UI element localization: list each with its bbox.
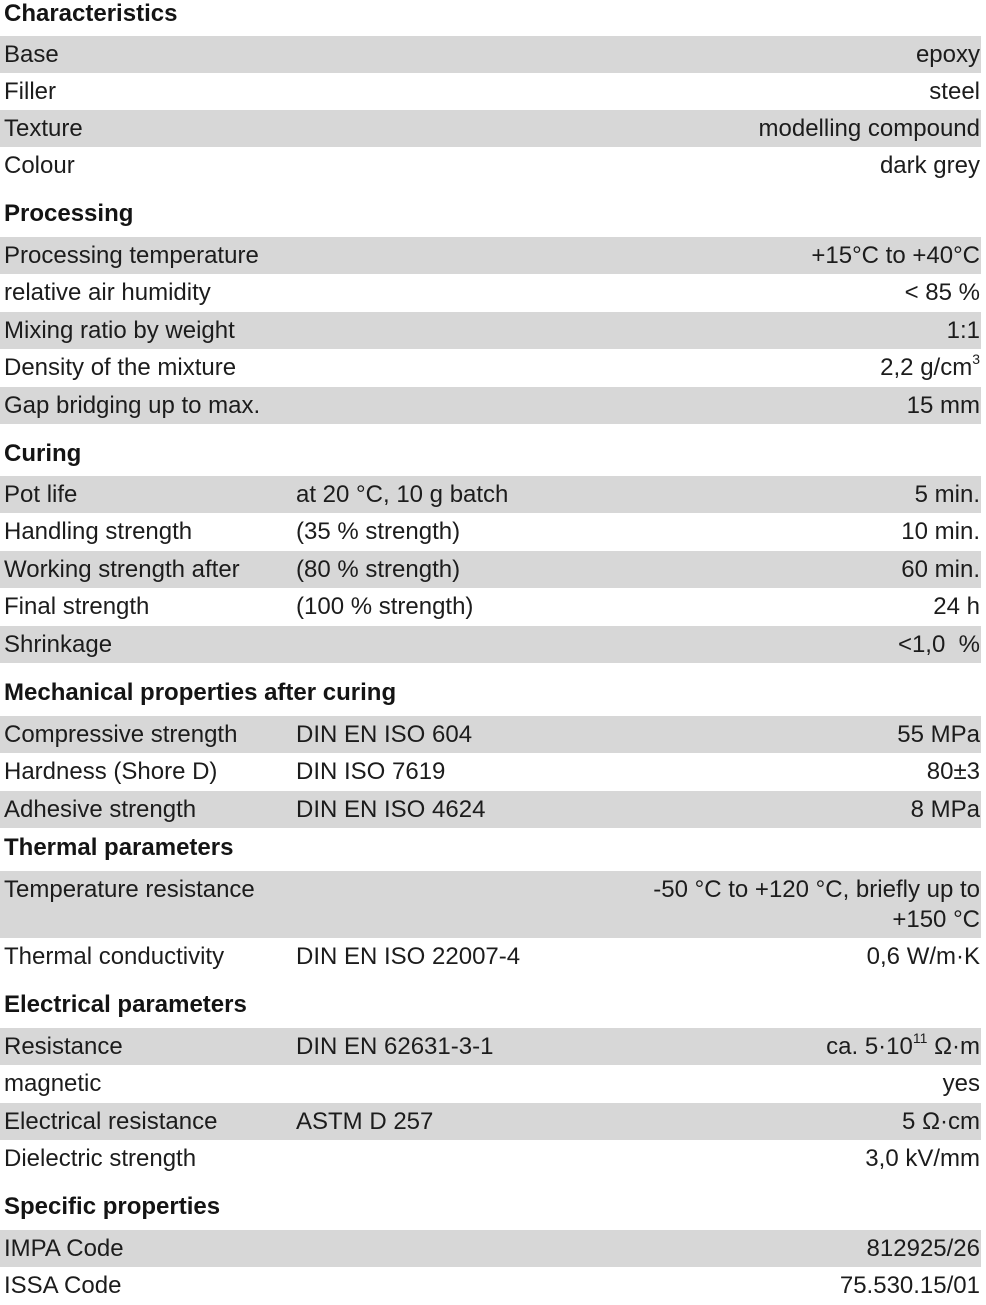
row-label: Colour (4, 152, 75, 179)
row-label: Base (4, 41, 59, 68)
table-row (0, 349, 981, 386)
row-label: Dielectric strength (4, 1145, 197, 1172)
table-row (0, 73, 981, 110)
row-value (826, 1028, 980, 1065)
table-row (0, 753, 981, 790)
row-label: Resistance (4, 1033, 123, 1060)
row-value: 10 min. (901, 518, 980, 545)
row-value: 75.530.15/01 (839, 1272, 980, 1299)
row-label: Final strength (4, 593, 150, 620)
row-condition: DIN EN ISO 4624 (296, 796, 486, 823)
row-label: Gap bridging up to max. (4, 392, 261, 419)
row-label: Handling strength (4, 518, 193, 545)
row-label: Working strength after (4, 556, 240, 583)
row-condition: ASTM D 257 (296, 1108, 434, 1135)
section-title-thermal: Thermal parameters (4, 834, 234, 861)
table-row (0, 1140, 981, 1177)
row-condition: DIN EN ISO 604 (296, 721, 473, 748)
row-value: epoxy (915, 41, 980, 68)
row-label: magnetic (4, 1070, 102, 1097)
table-row (0, 551, 981, 588)
table-row (0, 387, 981, 424)
row-condition: (100 % strength) (296, 593, 474, 620)
row-label: Filler (4, 78, 56, 105)
table-row (0, 312, 981, 349)
table-row (0, 513, 981, 550)
row-value: 24 h (933, 593, 980, 620)
row-label: Thermal conductivity (4, 943, 225, 970)
density-exponent: 3 (972, 351, 980, 367)
row-label: Compressive strength (4, 721, 238, 748)
section-title-electrical: Electrical parameters (4, 991, 247, 1018)
resistance-value: ca. 5·10 (826, 1033, 913, 1060)
table-row (0, 237, 981, 274)
table-row (0, 147, 981, 184)
row-condition: (35 % strength) (296, 518, 461, 545)
table-row (0, 1028, 981, 1065)
row-value: steel (929, 78, 980, 105)
row-value: < 85 % (904, 279, 980, 306)
density-value: 2,2 g/cm (880, 354, 973, 381)
row-value: dark grey (879, 152, 980, 179)
row-label: Hardness (Shore D) (4, 758, 218, 785)
resistance-exponent: 11 (912, 1030, 928, 1046)
table-row (0, 1267, 981, 1304)
temp-resistance-line-1: -50 °C to +120 °C, briefly up to (653, 876, 980, 903)
temp-resistance-line-2: +150 °C (892, 906, 980, 933)
table-row (0, 274, 981, 311)
row-value: 3,0 kV/mm (865, 1145, 980, 1172)
row-label: Temperature resistance (4, 876, 255, 903)
table-row (0, 626, 981, 663)
table-row (0, 716, 981, 753)
section-title-specific: Specific properties (4, 1193, 221, 1220)
row-label: Mixing ratio by weight (4, 317, 235, 344)
table-row (0, 938, 981, 975)
row-label: Electrical resistance (4, 1108, 218, 1135)
row-label: Shrinkage (4, 631, 113, 658)
row-label: Adhesive strength (4, 796, 197, 823)
row-value: 812925/26 (866, 1235, 980, 1262)
row-value: 15 mm (906, 392, 980, 419)
row-condition: DIN ISO 7619 (296, 758, 446, 785)
table-row (0, 791, 981, 828)
row-value: yes (942, 1070, 980, 1097)
row-label: Processing temperature (4, 242, 259, 269)
row-value: 0,6 W/m·K (866, 943, 980, 970)
row-label: Pot life (4, 481, 78, 508)
table-row (0, 1230, 981, 1267)
section-title-processing: Processing (4, 200, 134, 227)
row-condition: at 20 °C, 10 g batch (296, 481, 509, 508)
table-row (0, 1103, 981, 1140)
row-condition: DIN EN 62631-3-1 (296, 1033, 494, 1060)
row-value (880, 349, 980, 386)
row-label: Texture (4, 115, 83, 142)
row-value: 1:1 (946, 317, 980, 344)
row-value: 80±3 (926, 758, 980, 785)
row-value: 55 MPa (897, 721, 980, 748)
row-value (653, 875, 980, 935)
table-row (0, 588, 981, 625)
row-value: 60 min. (901, 556, 980, 583)
table-row (0, 476, 981, 513)
row-value: +15°C to +40°C (811, 242, 980, 269)
table-row (0, 36, 981, 73)
section-title-mechanical: Mechanical properties after curing (4, 679, 397, 706)
row-value: modelling compound (758, 115, 980, 142)
row-label: IMPA Code (4, 1235, 124, 1262)
table-row (0, 1065, 981, 1102)
row-value: <1,0 % (897, 631, 980, 658)
row-value: 5 min. (914, 481, 980, 508)
row-value: 8 MPa (910, 796, 980, 823)
row-label: Density of the mixture (4, 354, 237, 381)
row-value: 5 Ω·cm (902, 1108, 980, 1135)
row-label: ISSA Code (4, 1272, 122, 1299)
section-title-curing: Curing (4, 440, 82, 467)
table-row (0, 871, 981, 938)
row-condition: DIN EN ISO 22007-4 (296, 943, 521, 970)
row-condition: (80 % strength) (296, 556, 461, 583)
table-row (0, 110, 981, 147)
resistance-unit: Ω·m (927, 1033, 980, 1060)
section-title-characteristics: Characteristics (4, 0, 178, 27)
row-label: relative air humidity (4, 279, 211, 306)
